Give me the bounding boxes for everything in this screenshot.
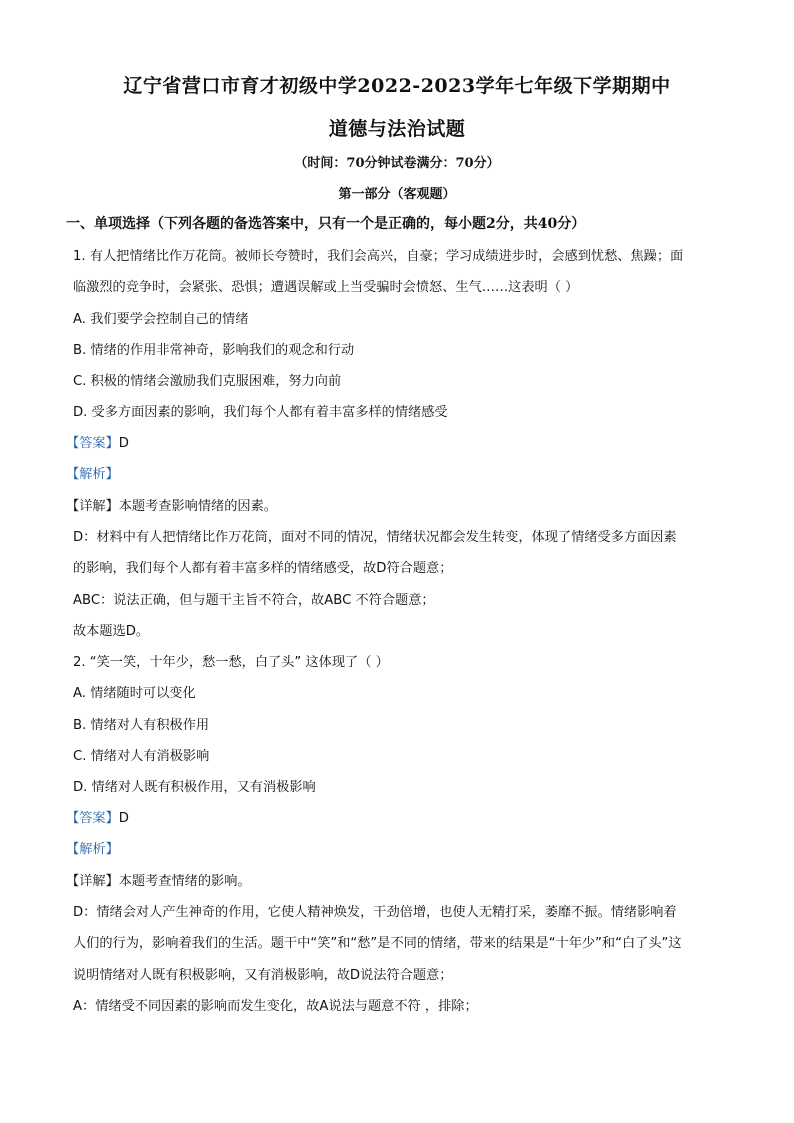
q1-option-a: A. 我们要学会控制自己的情绪 — [73, 312, 249, 327]
detail-label: 详解 — [79, 499, 106, 514]
q2-detail: 【详解】本题考查情绪的影响。 — [66, 874, 251, 889]
q1-explanation-line2: 的影响，我们每个人都有着丰富多样的情绪感受，故D符合题意； — [73, 561, 453, 576]
q2-explanation-line2: 人们的行为，影响着我们的生活。题干中“笑”和“愁”是不同的情绪，带来的结果是“十年少”和“白了头”这 — [73, 936, 682, 951]
q2-explanation-line1: D：情绪会对人产生神奇的作用，它使人精神焕发，干劲倍增，也使人无精打采，萎靡不振。情绪影响着 — [73, 905, 677, 920]
page-title: 辽宁省营口市育才初级中学2022-2023学年七年级下学期期中 — [123, 75, 671, 97]
q1-detail: 【详解】本题考查影响情绪的因素。 — [66, 499, 277, 514]
q1-option-d: D. 受多方面因素的影响，我们每个人都有着丰富多样的情绪感受 — [73, 405, 448, 420]
exam-info: （时间：70分钟试卷满分：70分） — [294, 156, 500, 171]
q2-answer: 【答案】D — [66, 811, 129, 826]
analysis-label: 解析 — [79, 467, 106, 482]
q1-explanation-line4: 故本题选D。 — [73, 624, 150, 639]
q1-explanation-line1: D：材料中有人把情绪比作万花筒，面对不同的情况，情绪状况都会发生转变，体现了情绪受多方面因素 — [73, 530, 677, 545]
q1-analysis: 【解析】 — [66, 467, 119, 482]
answer-value: D — [118, 811, 129, 826]
q2-stem: 2. “笑一笑，十年少，愁一愁，白了头” 这体现了（ ） — [73, 655, 389, 670]
answer-label: 答案 — [79, 811, 106, 826]
q1-stem-line1: 1. 有人把情绪比作万花筒。被师长夸赞时，我们会高兴，自豪；学习成绩进步时，会感到忧愁、焦躁；面 — [73, 249, 684, 264]
detail-text: 本题考查情绪的影响。 — [118, 874, 251, 889]
q2-analysis: 【解析】 — [66, 842, 119, 857]
q1-stem-line2: 临激烈的竞争时，会紧张、恐惧；遭遇误解或上当受骗时会愤怒、生气……这表明（ ） — [73, 280, 579, 295]
q1-explanation-line3: ABC：说法正确，但与题干主旨不符合，故ABC 不符合题意； — [73, 593, 435, 608]
q2-option-b: B. 情绪对人有积极作用 — [73, 718, 210, 733]
answer-label: 答案 — [79, 436, 106, 451]
q2-explanation-line4: A：情绪受不同因素的影响而发生变化，故A说法与题意不符 ，排除； — [73, 999, 478, 1014]
q1-option-b: B. 情绪的作用非常神奇，影响我们的观念和行动 — [73, 343, 355, 358]
detail-text: 本题考查影响情绪的因素。 — [118, 499, 277, 514]
q1-option-c: C. 积极的情绪会激励我们克服困难，努力向前 — [73, 374, 342, 389]
q1-answer: 【答案】D — [66, 436, 129, 451]
analysis-label: 解析 — [79, 842, 106, 857]
page-subtitle: 道德与法治试题 — [328, 118, 466, 140]
q2-option-d: D. 情绪对人既有积极作用，又有消极影响 — [73, 780, 316, 795]
q2-explanation-line3: 说明情绪对人既有积极影响，又有消极影响，故D说法符合题意； — [73, 968, 453, 983]
q2-option-a: A. 情绪随时可以变化 — [73, 686, 196, 701]
part-title: 第一部分（客观题） — [338, 187, 456, 202]
detail-label: 详解 — [79, 874, 106, 889]
q2-option-c: C. 情绪对人有消极影响 — [73, 749, 210, 764]
answer-value: D — [118, 436, 129, 451]
section-heading: 一、单项选择（下列各题的备选答案中，只有一个是正确的，每小题2分，共40分） — [66, 216, 586, 232]
